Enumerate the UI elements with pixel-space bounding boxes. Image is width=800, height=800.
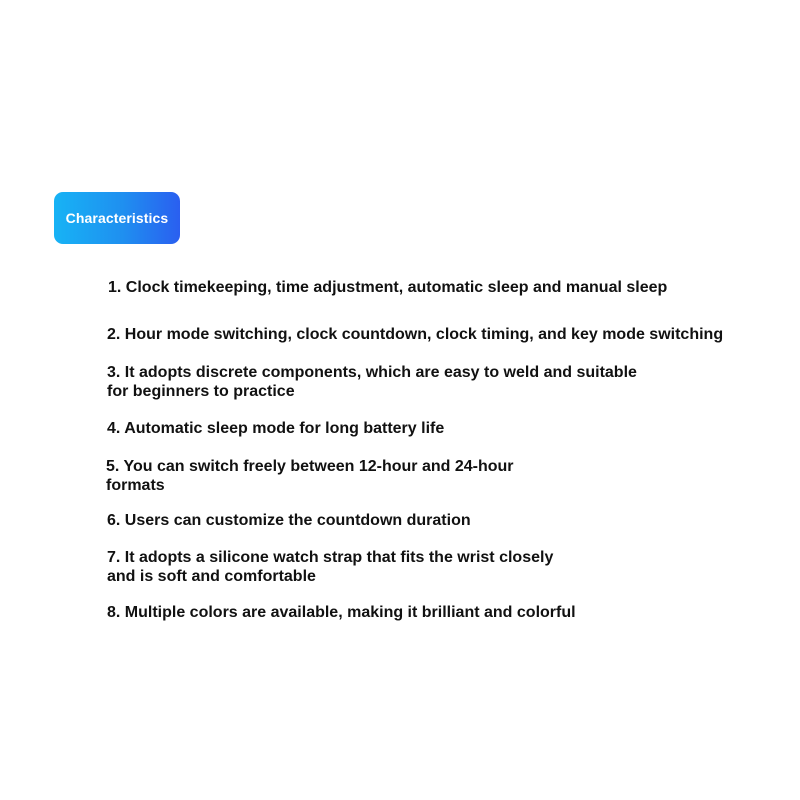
- feature-text: 6. Users can customize the countdown duration: [107, 512, 471, 529]
- feature-item-3: [107, 363, 637, 401]
- feature-item-6: [107, 511, 471, 530]
- feature-text: 8. Multiple colors are available, making it brilliant and colorful: [107, 604, 576, 621]
- feature-text-continuation: for beginners to practice: [107, 383, 295, 400]
- badge-label: Characteristics: [65, 210, 169, 226]
- feature-text: 5. You can switch freely between 12-hour and 24-hour: [106, 458, 514, 475]
- feature-text-continuation: and is soft and comfortable: [107, 568, 316, 585]
- feature-item-1: [108, 278, 667, 297]
- feature-text: 2. Hour mode switching, clock countdown, clock timing, and key mode switching: [107, 326, 724, 343]
- feature-text: 4. Automatic sleep mode for long battery life: [107, 420, 445, 437]
- feature-item-2: [107, 325, 723, 344]
- feature-item-5: [106, 457, 514, 495]
- feature-text: 3. It adopts discrete components, which are easy to weld and suitable: [107, 364, 637, 381]
- feature-text-continuation: formats: [106, 477, 165, 494]
- feature-item-8: [107, 603, 576, 622]
- feature-item-7: [107, 548, 553, 586]
- feature-text: 7. It adopts a silicone watch strap that fits the wrist closely: [107, 549, 554, 566]
- feature-item-4: [107, 419, 444, 438]
- feature-text: 1. Clock timekeeping, time adjustment, automatic sleep and manual sleep: [108, 279, 668, 296]
